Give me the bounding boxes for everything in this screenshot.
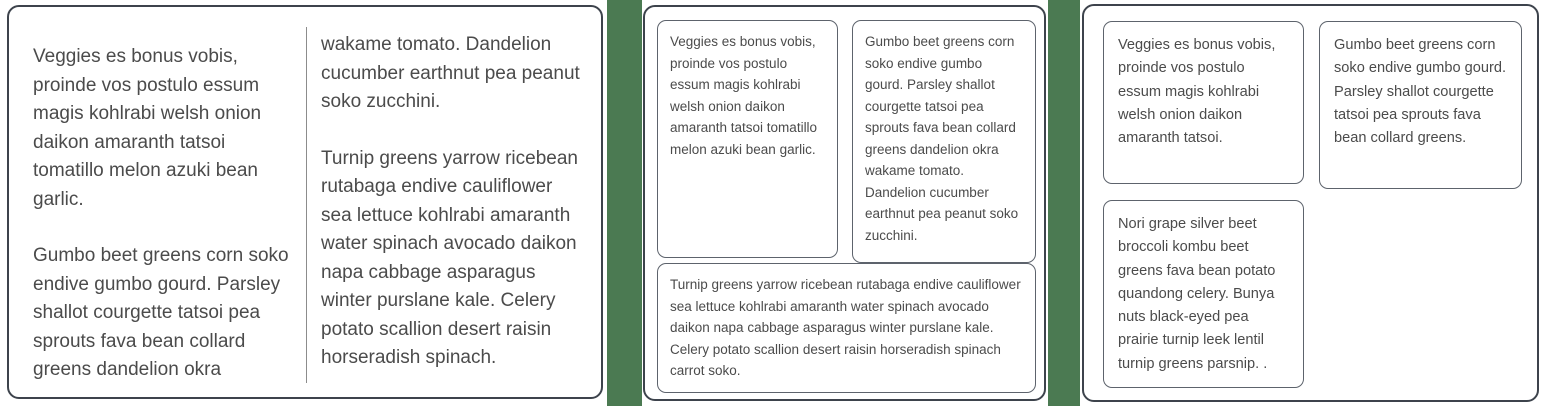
two-column-text-panel [7,5,603,399]
text-box-content: Nori grape silver beet broccoli kombu beet greens fava bean potato quandong celery. Bunya nuts black-eyed pea prairie turnip leek lentil turnip greens parsnip. . [1118,216,1276,372]
two-column-text-content [9,7,601,397]
text-box-content: Veggies es bonus vobis, proinde vos postulo essum magis kohlrabi welsh onion daikon amaranth tatsoi. [1118,37,1276,147]
paragraph: Gumbo beet greens corn soko endive gumbo gourd. Parsley shallot courgette tatsoi pea sprouts fava bean collard greens dandelion okra [33,245,289,380]
text-box-top-left[interactable] [1103,21,1304,184]
background-gap-left [607,0,642,406]
boxed-text-panel-middle [643,5,1046,401]
background-gap-right [1048,0,1080,406]
text-box-content: Gumbo beet greens corn soko endive gumbo gourd. Parsley shallot courgette tatsoi pea sprouts fava bean collard greens dandelion okra wakame tomato. Dandelion cucumber earthnut pea peanut soko zucchini. [865,34,1019,243]
text-box-top-right[interactable] [852,20,1036,263]
text-box-content: Gumbo beet greens corn soko endive gumbo gourd. Parsley shallot courgette tatsoi pea sprouts fava bean collard greens. [1334,37,1506,147]
paragraph: Turnip greens yarrow ricebean rutabaga endive cauliflower sea lettuce kohlrabi amaranth water spinach avocado daikon napa cabbage asparagus winter purslane kale. Celery potato scallion desert raisin horseradish spinach. [321,147,578,368]
text-box-content: Turnip greens yarrow ricebean rutabaga endive cauliflower sea lettuce kohlrabi amaranth water spinach avocado daikon napa cabbage asparagus winter purslane kale. Celery potato scallion desert raisin horseradish spinach carrot soko. [670,277,1021,378]
boxed-text-panel-right [1082,4,1539,402]
text-box-top-right[interactable] [1319,21,1522,189]
text-box-top-left[interactable] [657,20,838,258]
text-box-bottom-left[interactable] [1103,200,1304,388]
text-box-content: Veggies es bonus vobis, proinde vos postulo essum magis kohlrabi welsh onion daikon amaranth tatsoi tomatillo melon azuki bean garlic. [670,34,818,157]
paragraph: Veggies es bonus vobis, proinde vos postulo essum magis kohlrabi welsh onion daikon amaranth tatsoi tomatillo melon azuki bean garlic. [33,46,262,210]
text-column-right [306,27,587,383]
paragraph: wakame tomato. Dandelion cucumber earthnut pea peanut soko zucchini. [321,34,580,112]
text-column-left [25,27,306,383]
text-box-bottom[interactable] [657,263,1036,393]
